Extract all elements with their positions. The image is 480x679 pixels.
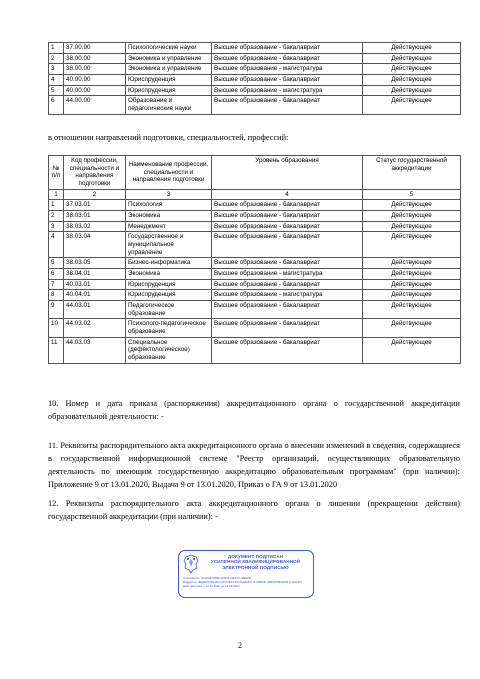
cell-status: Действующее [363, 200, 461, 211]
cell-code: 40.00.00 [64, 85, 126, 96]
table-row [49, 211, 461, 222]
header-number: № п/п [49, 156, 64, 190]
accreditation-programs-body [49, 200, 461, 363]
cell-status: Действующее [363, 75, 461, 86]
cell-status: Действующее [363, 96, 461, 114]
column-number: 3 [126, 189, 212, 200]
cell-name: Юриспруденция [126, 85, 212, 96]
cell-level: Высшее образование - бакалавриат [212, 200, 363, 211]
cell-status: Действующее [363, 64, 461, 75]
cell-code: 40.04.01 [64, 290, 126, 301]
cell-name: Бизнес-информатика [126, 258, 212, 269]
cell-name: Экономика [126, 269, 212, 280]
stamp-owner: Владелец: ФЕДЕРАЛЬНАЯ СЛУЖБА ПО НАДЗОРУ В СФЕРЕ ОБРАЗОВАНИЯ И НАУКИ [183, 579, 302, 584]
accreditation-groups-body [49, 43, 461, 115]
cell-status: Действующее [363, 53, 461, 64]
cell-name: Специальное (дефектологическое) образование [126, 337, 212, 363]
header-name: Наименование профессии, специальности и направления подготовки [126, 156, 212, 190]
cell-level: Высшее образование - бакалавриат [212, 53, 363, 64]
header-status: Статус государственной аккредитации [363, 156, 461, 190]
paragraph-11: 11. Реквизиты распорядительного акта аккредитационного органа о внесении изменений в сведения, содержащиеся в государственной информационной системе "Реестр организаций, осуществляющих образовательную деятельность по имеющим государственную аккредитацию образовательным программам" (при наличии): Приложение 9 от 13.01.2020, Выдача 9 от 13.01.2020, Приказ о ГА 9 от 13.01.2020 [48, 441, 460, 489]
header-level: Уровень образования [212, 156, 363, 190]
cell-level: Высшее образование - бакалавриат [212, 301, 363, 319]
cell-name: Образование и педагогические науки [126, 96, 212, 114]
cell-n: 2 [49, 211, 64, 222]
cell-level: Высшее образование - магистратура [212, 269, 363, 280]
paragraph-10: 10. Номер и дата приказа (распоряжения) аккредитационного органа о государственной аккредитации образовательной деятельности: - [48, 399, 460, 421]
cell-n: 2 [49, 53, 64, 64]
cell-code: 38.00.00 [64, 64, 126, 75]
cell-code: 44.03.03 [64, 337, 126, 363]
header-code: Код профессии, специальности и направления подготовки [64, 156, 126, 190]
cell-name: Государственное и муниципальное управление [126, 232, 212, 258]
cell-name: Психолого-педагогическое образование [126, 319, 212, 337]
cell-code: 44.03.01 [64, 301, 126, 319]
coat-of-arms-icon [183, 554, 199, 574]
table-row [49, 301, 461, 319]
table-row [49, 337, 461, 363]
cell-status: Действующее [363, 258, 461, 269]
table-row [49, 279, 461, 290]
cell-status: Действующее [363, 85, 461, 96]
cell-code: 40.00.00 [64, 75, 126, 86]
table-row [49, 96, 461, 114]
cell-code: 40.03.01 [64, 279, 126, 290]
column-number: 1 [49, 189, 64, 200]
cell-level: Высшее образование - бакалавриат [212, 221, 363, 232]
stamp-title-line: ДОКУМЕНТ ПОДПИСАН [227, 554, 284, 559]
column-number: 4 [212, 189, 363, 200]
cell-status: Действующее [363, 279, 461, 290]
stamp-validity: Действителен: с 14.12.2020 до 14.03.2022 [183, 583, 240, 588]
stamp-title-line: УСИЛЕННОЙ КВАЛИФИЦИРОВАННОЙ [210, 559, 301, 565]
column-number-row [49, 189, 461, 200]
cell-n: 10 [49, 319, 64, 337]
cell-n: 4 [49, 75, 64, 86]
cell-status: Действующее [363, 269, 461, 280]
cell-level: Высшее образование - бакалавриат [212, 96, 363, 114]
accreditation-groups-table [48, 42, 461, 115]
cell-status: Действующее [363, 232, 461, 258]
table-row [49, 290, 461, 301]
table-row [49, 221, 461, 232]
table-row [49, 269, 461, 280]
cell-n: 6 [49, 269, 64, 280]
stamp-details [183, 577, 310, 589]
cell-n: 9 [49, 301, 64, 319]
cell-status: Действующее [363, 290, 461, 301]
cell-code: 37.00.00 [64, 43, 126, 54]
cell-level: Высшее образование - магистратура [212, 290, 363, 301]
cell-level: Высшее образование - бакалавриат [212, 279, 363, 290]
paragraph-12: 12. Реквизиты распорядительного акта аккредитационного органа о лишении (прекращении действия) государственной аккредитации (при наличии): - [48, 499, 460, 521]
intro-text: в отношении направлений подготовки, специальностей, профессий: [48, 133, 289, 142]
cell-name: Психология [126, 200, 212, 211]
stamp-certificate: Сертификат: 00A6A6C0B6F2D5D2C6E1CF16EE6D [183, 576, 252, 580]
cell-n: 1 [49, 43, 64, 54]
cell-n: 3 [49, 221, 64, 232]
accreditation-programs-table [48, 155, 461, 364]
cell-level: Высшее образование - бакалавриат [212, 337, 363, 363]
cell-name: Экономика [126, 211, 212, 222]
electronic-signature-stamp [178, 550, 314, 598]
table-row [49, 258, 461, 269]
cell-code: 37.03.01 [64, 200, 126, 211]
cell-name: Психологические науки [126, 43, 212, 54]
cell-code: 38.00.00 [64, 53, 126, 64]
cell-n: 6 [49, 96, 64, 114]
cell-name: Юриспруденция [126, 75, 212, 86]
cell-code: 38.03.05 [64, 258, 126, 269]
cell-level: Высшее образование - бакалавриат [212, 211, 363, 222]
stamp-title [201, 554, 310, 570]
cell-status: Действующее [363, 301, 461, 319]
cell-status: Действующее [363, 319, 461, 337]
cell-level: Высшее образование - магистратура [212, 64, 363, 75]
cell-name: Экономика и управление [126, 64, 212, 75]
cell-code: 38.03.01 [64, 211, 126, 222]
cell-level: Высшее образование - бакалавриат [212, 43, 363, 54]
cell-code: 44.00.00 [64, 96, 126, 114]
cell-code: 38.03.04 [64, 232, 126, 258]
cell-level: Высшее образование - бакалавриат [212, 258, 363, 269]
cell-status: Действующее [363, 337, 461, 363]
cell-name: Юриспруденция [126, 279, 212, 290]
cell-name: Педагогическое образование [126, 301, 212, 319]
cell-n: 5 [49, 258, 64, 269]
cell-name: Юриспруденция [126, 290, 212, 301]
page-number: 2 [238, 641, 242, 650]
cell-status: Действующее [363, 211, 461, 222]
table-row [49, 53, 461, 64]
cell-level: Высшее образование - бакалавриат [212, 232, 363, 258]
cell-code: 38.04.01 [64, 269, 126, 280]
stamp-title-line: ЭЛЕКТРОННОЙ ПОДПИСЬЮ [222, 564, 289, 570]
cell-level: Высшее образование - бакалавриат [212, 75, 363, 86]
cell-n: 5 [49, 85, 64, 96]
table-header-row [49, 156, 461, 190]
cell-level: Высшее образование - магистратура [212, 85, 363, 96]
cell-name: Менеджмент [126, 221, 212, 232]
cell-n: 1 [49, 200, 64, 211]
cell-n: 4 [49, 232, 64, 258]
cell-level: Высшее образование - бакалавриат [212, 319, 363, 337]
column-number: 5 [363, 189, 461, 200]
cell-n: 7 [49, 279, 64, 290]
cell-n: 3 [49, 64, 64, 75]
cell-status: Действующее [363, 221, 461, 232]
table-row [49, 75, 461, 86]
table-row [49, 85, 461, 96]
table-row [49, 232, 461, 258]
table-row [49, 43, 461, 54]
cell-name: Экономика и управление [126, 53, 212, 64]
table-row [49, 64, 461, 75]
cell-status: Действующее [363, 43, 461, 54]
cell-code: 44.03.02 [64, 319, 126, 337]
table-row [49, 319, 461, 337]
cell-code: 38.03.02 [64, 221, 126, 232]
table-row [49, 200, 461, 211]
column-number: 2 [64, 189, 126, 200]
cell-n: 11 [49, 337, 64, 363]
cell-n: 8 [49, 290, 64, 301]
